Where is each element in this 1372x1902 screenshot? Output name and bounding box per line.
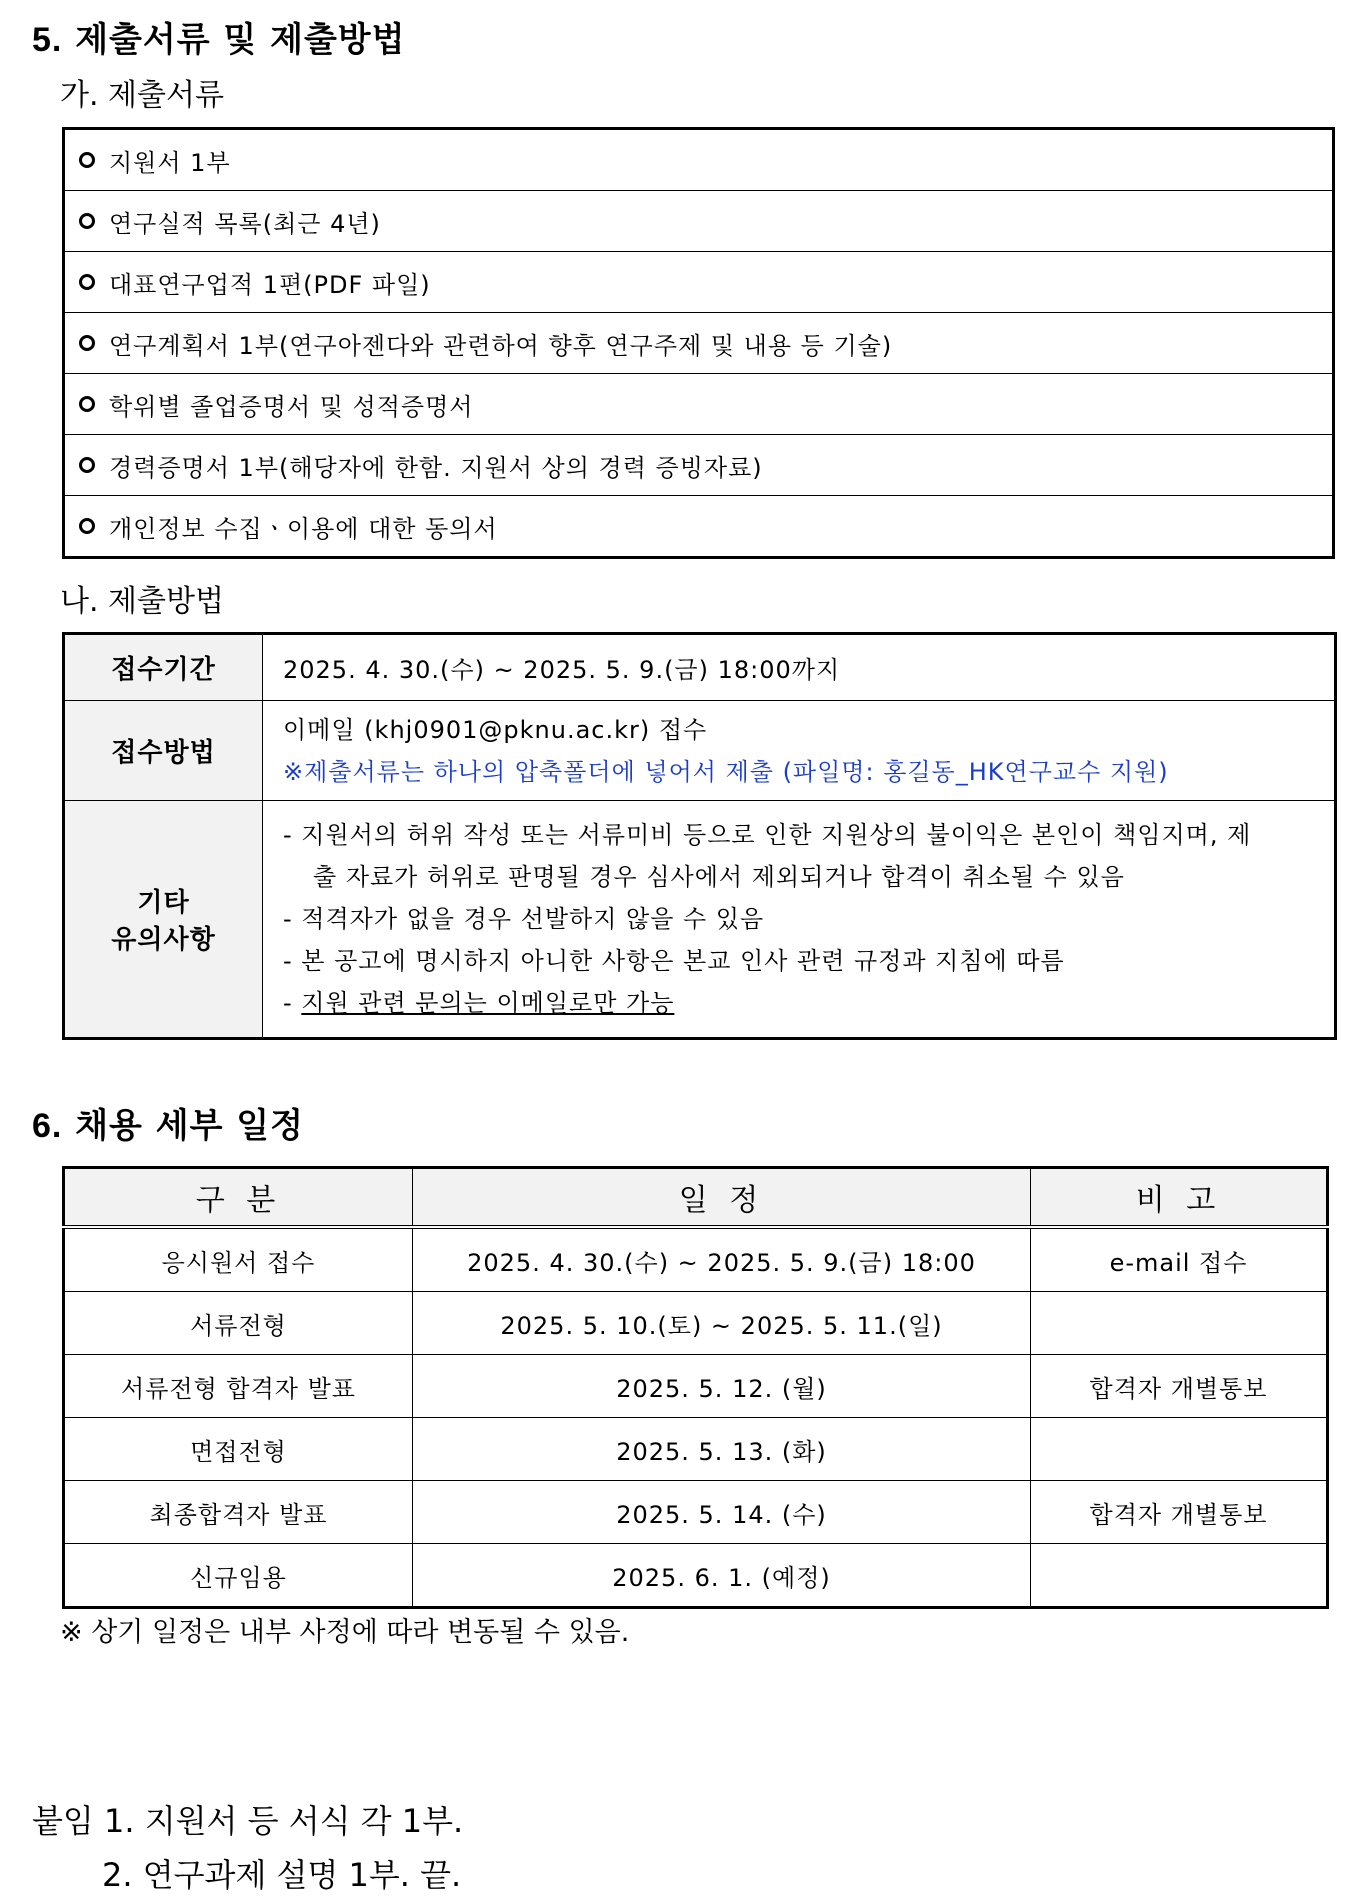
cell-remarks [1031,1418,1328,1481]
filename-note: ※제출서류는 하나의 압축폴더에 넣어서 제출 (파일명: 홍길동_HK연구교수 지원) [283,757,1169,786]
section5-number: 5. [32,21,63,59]
document-item [65,251,1332,312]
table-row [64,1227,1328,1292]
cell-category: 신규임용 [64,1544,413,1608]
table-row [64,801,1336,1039]
etc-note-4 [283,982,1333,1024]
how-label: 접수방법 [64,701,263,801]
circle-bullet-icon [79,518,95,534]
document-item [65,190,1332,251]
cell-schedule: 2025. 5. 12. (월) [413,1355,1031,1418]
attachment-line-2: 2. 연구과제 설명 1부. 끝. [102,1856,462,1894]
circle-bullet-icon [79,335,95,351]
submission-method-table [62,632,1337,1040]
etc-note-1a: - 지원서의 허위 작성 또는 서류미비 등으로 인한 지원상의 불이익은 본인이 책임지며, 제 [283,821,1252,849]
cell-schedule: 2025. 6. 1. (예정) [413,1544,1031,1608]
section6-heading [32,1098,304,1147]
circle-bullet-icon [79,152,95,168]
cell-remarks: 합격자 개별통보 [1031,1355,1328,1418]
etc-note-2: - 적격자가 없을 경우 선발하지 않을 수 있음 [283,905,765,933]
cell-category: 면접전형 [64,1418,413,1481]
document-label: 개인정보 수집ㆍ이용에 대한 동의서 [109,514,498,543]
circle-bullet-icon [79,396,95,412]
cell-remarks: 합격자 개별통보 [1031,1481,1328,1544]
cell-category: 응시원서 접수 [64,1227,413,1292]
document-item [65,495,1332,556]
circle-bullet-icon [79,274,95,290]
table-row [64,1544,1328,1608]
etc-label-line2: 유의사항 [111,925,216,955]
document-label: 학위별 졸업증명서 및 성적증명서 [109,392,474,421]
document-item [65,434,1332,495]
cell-category: 서류전형 [64,1292,413,1355]
etc-note-3: - 본 공고에 명시하지 아니한 사항은 본교 인사 관련 규정과 지침에 따름 [283,947,1065,975]
etc-label [64,801,263,1039]
cell-remarks [1031,1544,1328,1608]
cell-remarks [1031,1292,1328,1355]
table-row [64,1292,1328,1355]
etc-cell [263,801,1336,1039]
section6-number: 6. [32,1107,63,1145]
cell-category: 최종합격자 발표 [64,1481,413,1544]
header-category: 구 분 [64,1168,413,1228]
document-label: 연구실적 목록(최근 4년) [109,209,381,238]
table-header-row [64,1168,1328,1228]
cell-schedule: 2025. 5. 14. (수) [413,1481,1031,1544]
table-row [64,1355,1328,1418]
cell-schedule: 2025. 4. 30.(수) ~ 2025. 5. 9.(금) 18:00 [413,1227,1031,1292]
table-row [64,1481,1328,1544]
cell-schedule: 2025. 5. 10.(토) ~ 2025. 5. 11.(일) [413,1292,1031,1355]
documents-box [62,127,1335,559]
section5-title: 제출서류 및 제출방법 [75,20,406,60]
cell-schedule: 2025. 5. 13. (화) [413,1418,1031,1481]
schedule-table [62,1166,1329,1609]
cell-category: 서류전형 합격자 발표 [64,1355,413,1418]
etc-note-4-text: 지원 관련 문의는 이메일로만 가능 [301,989,675,1017]
table-row [64,1418,1328,1481]
etc-note-1b: 출 자료가 허위로 판명될 경우 심사에서 제외되거나 합격이 취소될 수 있음 [313,863,1125,891]
circle-bullet-icon [79,457,95,473]
how-cell [263,701,1336,801]
period-value: 2025. 4. 30.(수) ~ 2025. 5. 9.(금) 18:00까지 [263,634,1336,701]
document-item [65,130,1332,190]
table-row [64,701,1336,801]
sub-heading-b: 나. 제출방법 [60,584,224,619]
document-label: 연구계획서 1부(연구아젠다와 관련하여 향후 연구주제 및 내용 등 기술) [109,331,893,360]
period-label: 접수기간 [64,634,263,701]
etc-note-4-prefix: - [283,989,302,1017]
section5-heading [32,12,405,61]
header-schedule: 일 정 [413,1168,1031,1228]
schedule-note: ※ 상기 일정은 내부 사정에 따라 변동될 수 있음. [60,1617,630,1648]
table-row [64,634,1336,701]
section6-title: 채용 세부 일정 [75,1106,304,1146]
document-item [65,373,1332,434]
email-line: 이메일 (khj0901@pknu.ac.kr) 접수 [283,715,708,744]
document-label: 지원서 1부 [109,148,231,177]
etc-label-line1: 기타 [137,888,190,918]
document-item [65,312,1332,373]
document-label: 경력증명서 1부(해당자에 한함. 지원서 상의 경력 증빙자료) [109,453,763,482]
sub-heading-a: 가. 제출서류 [60,78,224,113]
circle-bullet-icon [79,213,95,229]
document-label: 대표연구업적 1편(PDF 파일) [109,270,431,299]
attachment-line-1: 붙임 1. 지원서 등 서식 각 1부. [32,1802,464,1840]
header-remarks: 비 고 [1031,1168,1328,1228]
cell-remarks: e-mail 접수 [1031,1227,1328,1292]
